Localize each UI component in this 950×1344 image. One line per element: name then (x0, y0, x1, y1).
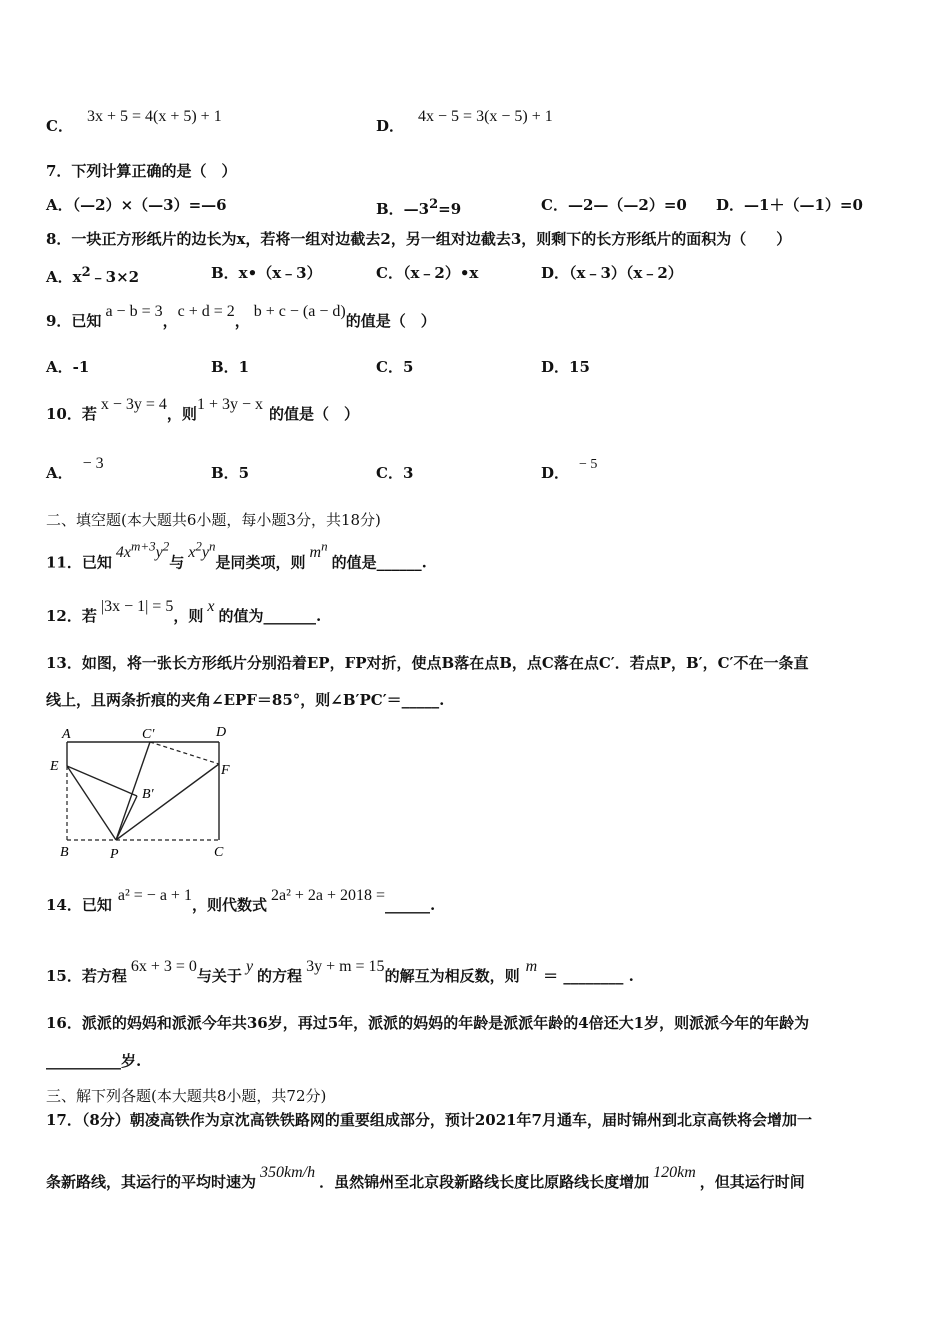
q12-stem: 12．若|3x − 1| = 5，则x的值为_______. (46, 598, 322, 625)
q16-line2: __________岁. (46, 1052, 142, 1070)
q6-option-c: C．3x + 5 = 4(x + 5) + 1 (46, 108, 222, 135)
q10-option-a: A．− 3 (46, 455, 104, 482)
edge-cf-dashed (150, 742, 219, 764)
edge-b1p (116, 796, 137, 840)
q10-option-b: B．5 (211, 464, 250, 482)
q6-option-d: D．4x − 5 = 3(x − 5) + 1 (376, 108, 553, 135)
q9-stem: 9．已知a − b = 3，c + d = 2，b + c − (a − d)的值是（ ） (46, 303, 436, 330)
q15-stem: 15．若方程6x + 3 = 0与关于y的方程3y + m = 15的解互为相反数，则m＝ ________ . (46, 958, 634, 985)
q8-option-d: D．（x﹣3）（x﹣2） (541, 264, 683, 282)
q7-option-c: C．—2—（—2）=0 (541, 196, 687, 214)
q11-stem: 11．已知$4x^{m+3}y^2$与$x^2y^n$是同类项，则$m^n$的值是______. (46, 539, 427, 572)
q8-option-a: A．$x^2﹣3\times 2$ (46, 265, 140, 286)
q16-line1: 16．派派的妈妈和派派今年共36岁，再过5年，派派的妈妈的年龄是派派年龄的4倍还大1岁，则派派今年的年龄为 (46, 1014, 810, 1032)
q6-d-equation: 4x − 5 = 3(x − 5) + 1 (418, 108, 553, 125)
q10-stem: 10．若x − 3y = 4，则1 + 3y − x的值是（ ） (46, 396, 359, 423)
q13-line1: 13．如图，将一张长方形纸片分别沿着EP，FP对折，使点B落在点B，点C落在点C′．若点P，B′，C′不在一条直 (46, 654, 809, 672)
q13-line2: 线上，且两条折痕的夹角∠EPF＝85°，则∠B′PC′＝_____. (46, 691, 445, 709)
q9-option-c: C．5 (376, 358, 414, 376)
q9-option-d: D．15 (541, 358, 590, 376)
q6-c-equation: 3x + 5 = 4(x + 5) + 1 (86, 108, 222, 125)
label-a: A (62, 727, 71, 742)
section3-title: 三、解下列各题(本大题共8小题，共72分) (46, 1087, 327, 1105)
q7-stem: 7．下列计算正确的是（ ） (46, 162, 237, 180)
label-f: F (221, 763, 230, 778)
label-b-prime: B′ (142, 787, 154, 802)
section2-title: 二、填空题(本大题共6小题，每小题3分，共18分) (46, 511, 381, 529)
q17-line2: 条新路线，其运行的平均时速为350km/h．虽然锦州至北京段新路线长度比原路线长度增加120km，但其运行时间 (46, 1164, 805, 1191)
q8-stem: 8．一块正方形纸片的边长为x，若将一组对边截去2，另一组对边截去3，则剩下的长方形纸片的面积为（ ） (46, 230, 792, 248)
q9-option-b: B．1 (211, 358, 250, 376)
q8-option-c: C．（x﹣2）•x (376, 264, 479, 282)
label-p: P (110, 847, 119, 862)
label-e: E (50, 759, 59, 774)
q13-figure (44, 724, 240, 864)
edge-fp (116, 764, 219, 840)
q7-option-b: B．$—3^2=9$ (376, 197, 462, 218)
label-b: B (60, 845, 69, 860)
q14-stem: 14．已知a² = − a + 1，则代数式2a² + 2a + 2018 =______. (46, 887, 436, 914)
q10-option-d: D． − 5 (541, 457, 598, 482)
label-d: D (216, 725, 227, 740)
q7-option-d: D．—1＋（—1）=0 (716, 196, 863, 214)
label-c: C (214, 845, 224, 860)
label-c-prime: C′ (142, 727, 155, 742)
q8-option-b: B．x•（x﹣3） (211, 264, 322, 282)
q17-line1: 17．（8分）朝凌高铁作为京沈高铁铁路网的重要组成部分，预计2021年7月通车，届时锦州到北京高铁将会增加一 (46, 1111, 813, 1129)
q9-option-a: A．-1 (46, 358, 90, 376)
q7-option-a: A．（—2）×（—3）=—6 (46, 196, 227, 214)
q10-option-c: C．3 (376, 464, 414, 482)
